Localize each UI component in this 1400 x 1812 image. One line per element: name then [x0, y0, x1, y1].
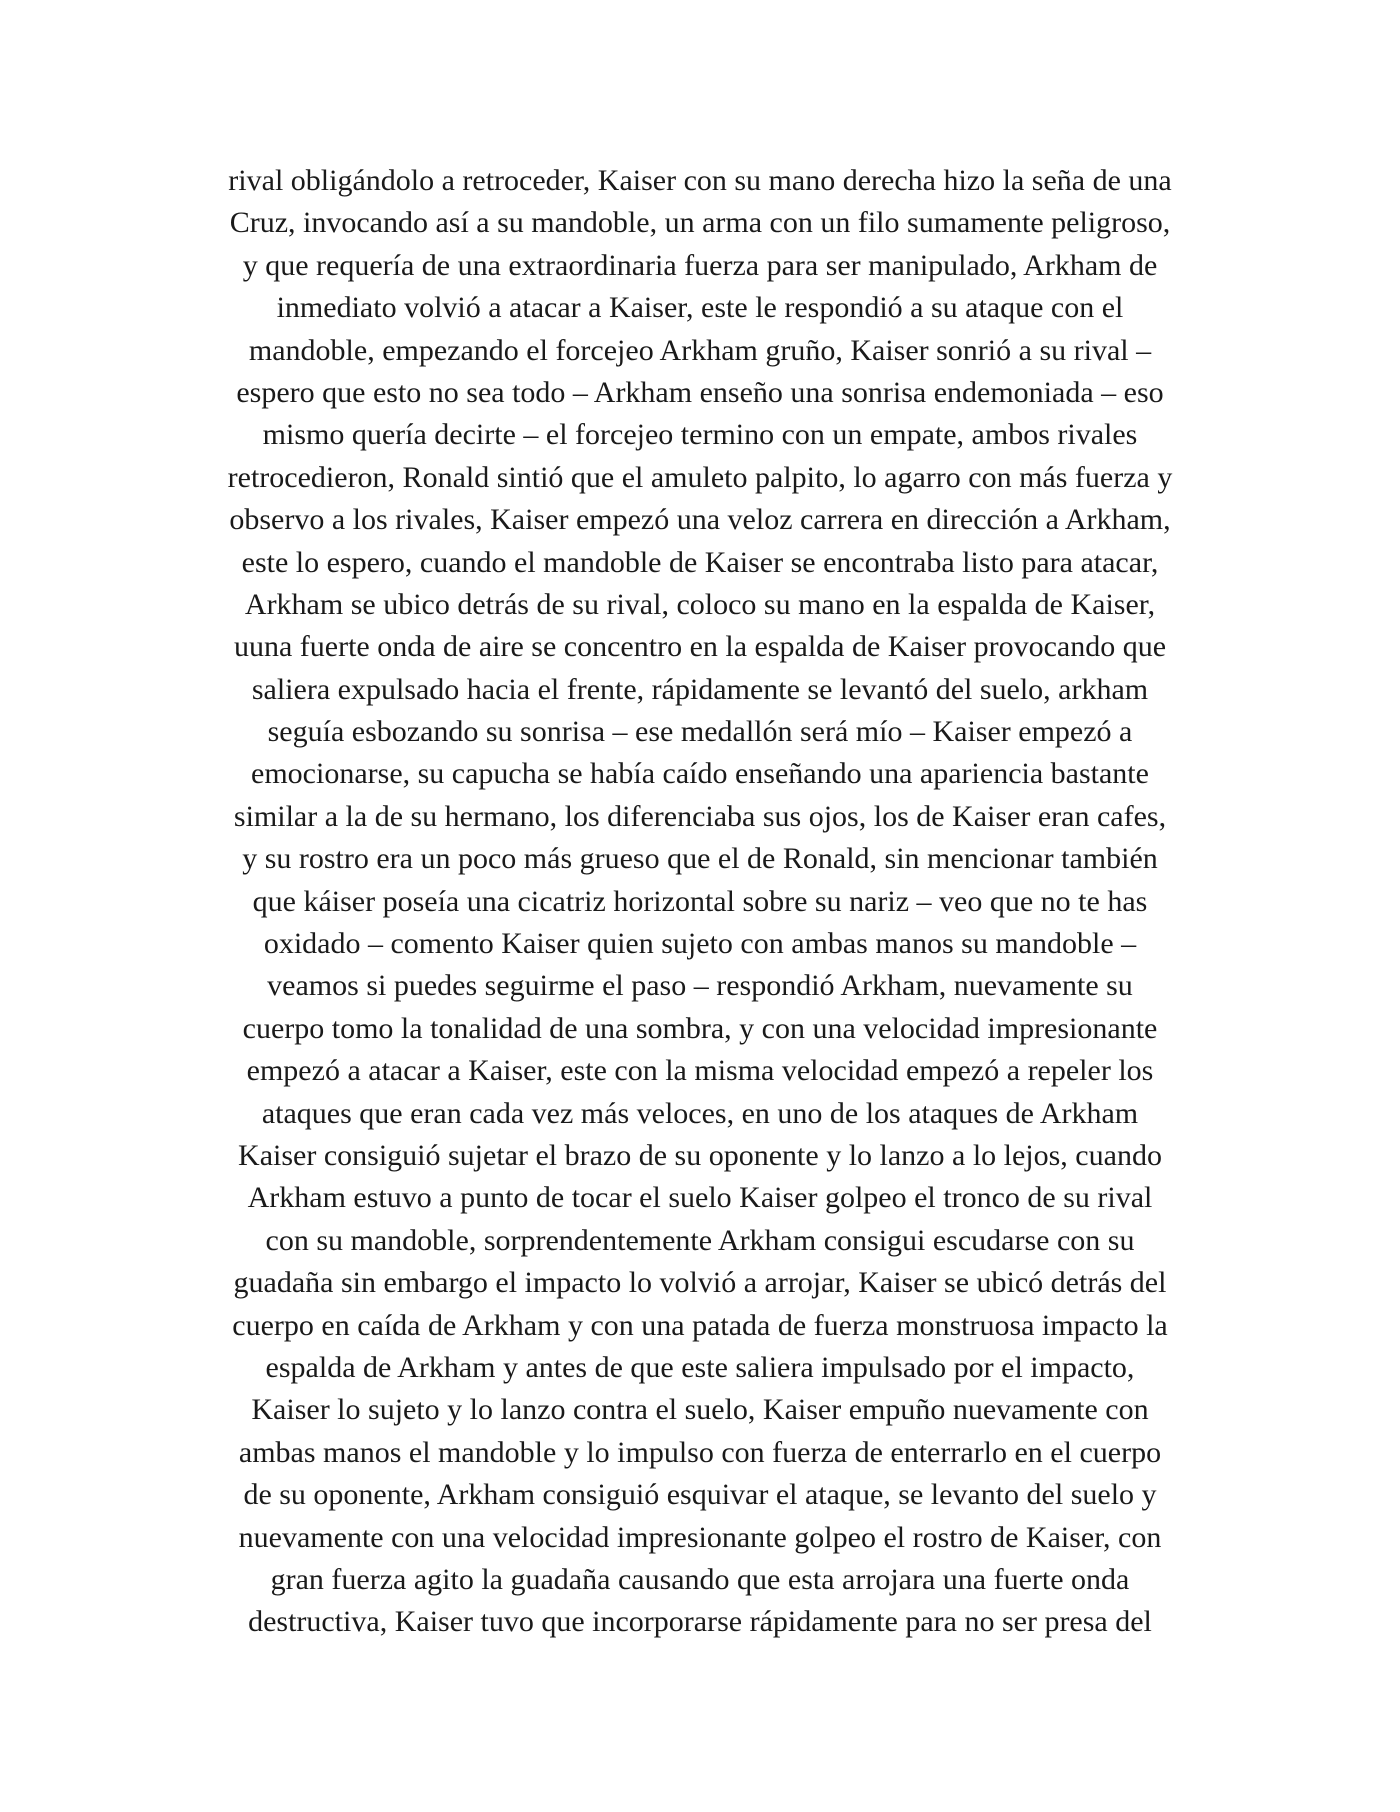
text-line: y su rostro era un poco más grueso que el de Ronald, sin mencionar también	[242, 842, 1158, 876]
text-line: cuerpo tomo la tonalidad de una sombra, y con una velocidad impresionante	[242, 1011, 1158, 1045]
text-line: que káiser poseía una cicatriz horizontal sobre su nariz – veo que no te has	[252, 884, 1148, 918]
text-line: seguía esbozando su sonrisa – ese medallón será mío – Kaiser empezó a	[267, 715, 1133, 749]
text-line: con su mandoble, sorprendentemente Arkham consigui escudarse con su	[265, 1223, 1135, 1257]
text-line: ataques que eran cada vez más veloces, en uno de los ataques de Arkham	[261, 1096, 1139, 1130]
text-line: mandoble, empezando el forcejeo Arkham gruño, Kaiser sonrió a su rival –	[248, 333, 1152, 367]
text-line: Kaiser consiguió sujetar el brazo de su oponente y lo lanzo a lo lejos, cuando	[238, 1138, 1162, 1172]
text-line: saliera expulsado hacia el frente, rápidamente se levantó del suelo, arkham	[251, 672, 1149, 706]
body-text	[150, 160, 1250, 1644]
text-line: emocionarse, su capucha se había caído enseñando una apariencia bastante	[251, 757, 1149, 791]
text-line: y que requería de una extraordinaria fuerza para ser manipulado, Arkham de	[242, 248, 1158, 282]
text-line: empezó a atacar a Kaiser, este con la misma velocidad empezó a repeler los	[246, 1054, 1154, 1088]
text-line: espalda de Arkham y antes de que este saliera impulsado por el impacto,	[265, 1350, 1135, 1384]
text-line: oxidado – comento Kaiser quien sujeto con ambas manos su mandoble –	[263, 927, 1137, 961]
text-line: Arkham se ubico detrás de su rival, coloco su mano en la espalda de Kaiser,	[244, 587, 1156, 621]
text-line: nuevamente con una velocidad impresionante golpeo el rostro de Kaiser, con	[238, 1520, 1162, 1554]
text-line: uuna fuerte onda de aire se concentro en la espalda de Kaiser provocando que	[233, 630, 1167, 664]
text-line: Arkham estuvo a punto de tocar el suelo Kaiser golpeo el tronco de su rival	[247, 1181, 1153, 1215]
text-line: similar a la de su hermano, los diferenciaba sus ojos, los de Kaiser eran cafes,	[233, 799, 1167, 833]
text-line: rival obligándolo a retroceder, Kaiser con su mano derecha hizo la seña de una	[228, 164, 1172, 197]
text-line: ambas manos el mandoble y lo impulso con fuerza de enterrarlo en el cuerpo	[238, 1435, 1162, 1469]
text-line: inmediato volvió a atacar a Kaiser, este le respondió a su ataque con el	[276, 291, 1124, 325]
text-line: retrocedieron, Ronald sintió que el amuleto palpito, lo agarro con más fuerza y	[227, 460, 1173, 494]
text-line: cuerpo en caída de Arkham y con una patada de fuerza monstruosa impacto la	[232, 1308, 1168, 1342]
text-line: observo a los rivales, Kaiser empezó una veloz carrera en dirección a Arkham,	[229, 503, 1171, 537]
text-line: veamos si puedes seguirme el paso – respondió Arkham, nuevamente su	[267, 969, 1133, 1003]
text-line: Kaiser lo sujeto y lo lanzo contra el suelo, Kaiser empuño nuevamente con	[251, 1393, 1149, 1427]
text-line: guadaña sin embargo el impacto lo volvió a arrojar, Kaiser se ubicó detrás del	[233, 1266, 1167, 1300]
text-line: espero que esto no sea todo – Arkham enseño una sonrisa endemoniada – eso	[236, 375, 1164, 409]
text-line: mismo quería decirte – el forcejeo termino con un empate, ambos rivales	[262, 418, 1138, 452]
text-line: Cruz, invocando así a su mandoble, un arma con un filo sumamente peligroso,	[229, 206, 1171, 240]
text-line: de su oponente, Arkham consiguió esquivar el ataque, se levanto del suelo y	[243, 1478, 1157, 1512]
text-line: destructiva, Kaiser tuvo que incorporarse rápidamente para no ser presa del	[248, 1605, 1152, 1639]
text-line: este lo espero, cuando el mandoble de Kaiser se encontraba listo para atacar,	[241, 545, 1159, 579]
text-line: gran fuerza agito la guadaña causando que esta arrojara una fuerte onda	[270, 1562, 1130, 1596]
